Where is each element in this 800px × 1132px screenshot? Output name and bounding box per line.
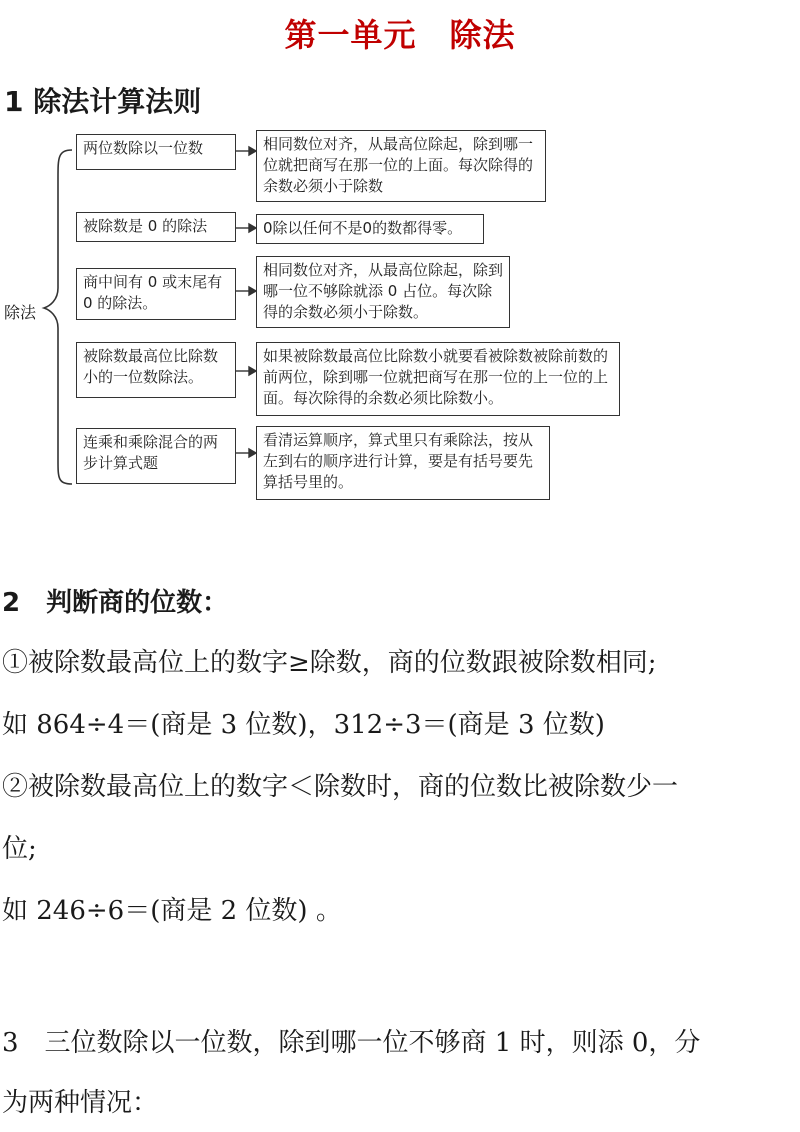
desc-box-2: 0除以任何不是0的数都得零。	[256, 214, 484, 244]
method-box-1: 两位数除以一位数	[76, 134, 236, 170]
desc-box-1: 相同数位对齐，从最高位除起，除到哪一位就把商写在那一位的上面。每次除得的余数必须小于除数	[256, 130, 546, 202]
section3-line-2: 为两种情况：	[2, 1088, 159, 1118]
division-rules-diagram	[0, 128, 640, 508]
section2-heading: 2 判断商的位数：	[2, 588, 229, 618]
desc-box-3: 相同数位对齐，从最高位除起，除到哪一位不够除就添 0 占位。每次除得的余数必须小于除数。	[256, 256, 510, 328]
section2-line-2: 如 864÷4＝(商是 3 位数)，312÷3＝(商是 3 位数)	[2, 710, 605, 740]
method-box-5: 连乘和乘除混合的两步计算式题	[76, 428, 236, 484]
section3-line-1: 3 三位数除以一位数，除到哪一位不够商 1 时，则添 0，分	[2, 1028, 701, 1058]
section2-line-5: 如 246÷6＝(商是 2 位数) 。	[2, 896, 342, 926]
section2-line-4: 位;	[2, 834, 37, 864]
method-box-4: 被除数最高位比除数小的一位数除法。	[76, 342, 236, 398]
section2-line-1: ①被除数最高位上的数字≥除数，商的位数跟被除数相同;	[2, 648, 657, 678]
root-label-division: 除法	[4, 303, 37, 322]
section1-heading: 1 除法计算法则	[4, 85, 202, 118]
section2-line-3: ②被除数最高位上的数字＜除数时，商的位数比被除数少一	[2, 772, 679, 802]
method-box-2: 被除数是 0 的除法	[76, 212, 236, 242]
page-title: 第一单元 除法	[284, 16, 516, 54]
arrow-4	[236, 367, 256, 375]
desc-box-4: 如果被除数最高位比除数小就要看被除数被除前数的前两位，除到哪一位就把商写在那一位的上一位的上面。每次除得的余数必须比除数小。	[256, 342, 620, 416]
brace-shape	[44, 150, 72, 484]
desc-box-5: 看清运算顺序，算式里只有乘除法，按从左到右的顺序进行计算，要是有括号要先算括号里的。	[256, 426, 550, 500]
arrow-2	[236, 224, 256, 232]
arrow-5	[236, 449, 256, 457]
arrow-3	[236, 287, 256, 295]
arrow-1	[236, 147, 256, 155]
method-box-3: 商中间有 0 或末尾有 0 的除法。	[76, 268, 236, 320]
